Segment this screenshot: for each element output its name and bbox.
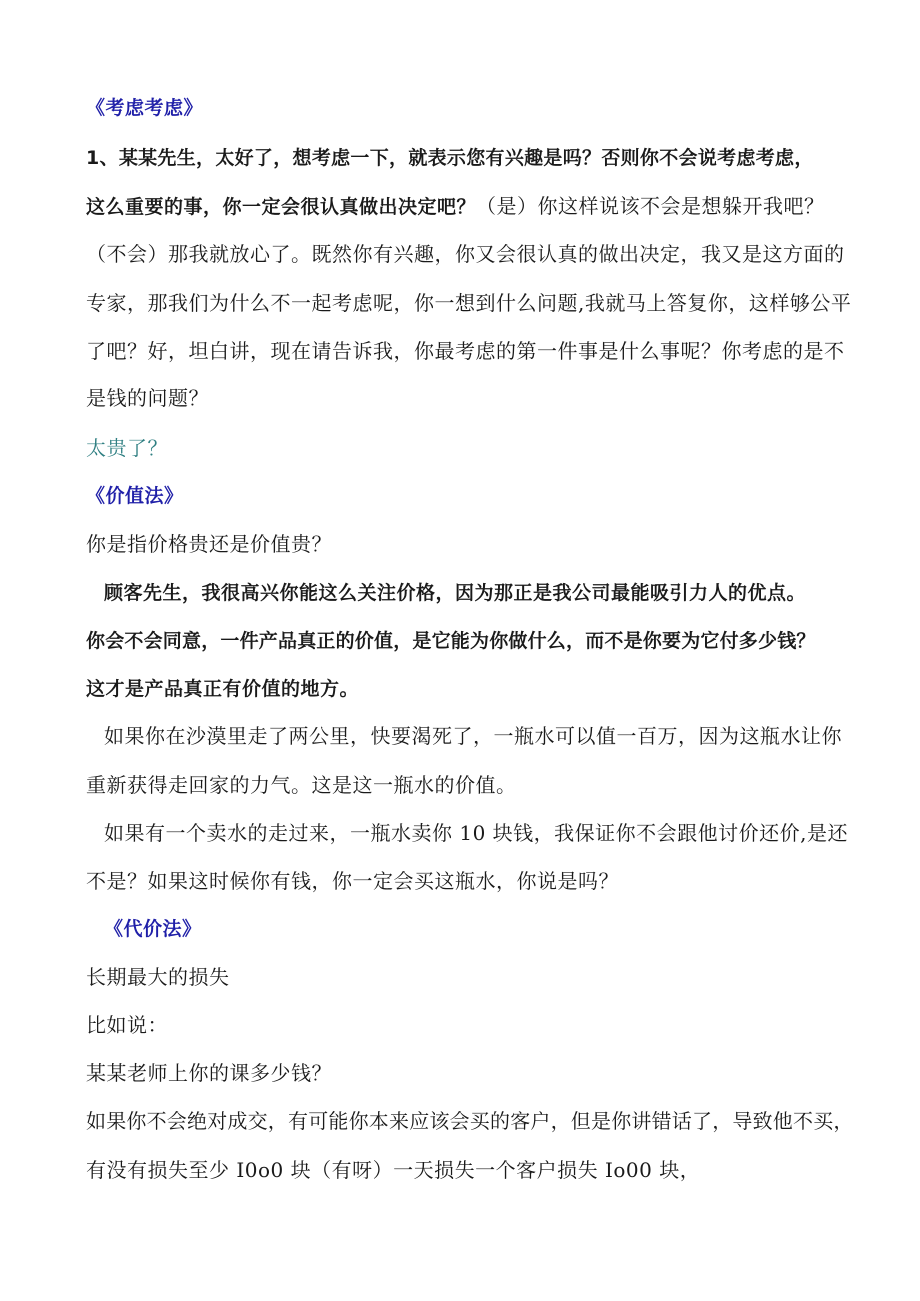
- paragraph-line: 如果你在沙漠里走了两公里，快要渴死了，一瓶水可以值一百万，因为这瓶水让你: [104, 724, 842, 748]
- paragraph-line: 如果你不会绝对成交，有可能你本来应该会买的客户，但是你讲错话了，导致他不买，: [86, 1109, 854, 1133]
- paragraph-line: 是钱的问题？: [86, 386, 209, 410]
- subtitle-taigui: 太贵了？: [86, 436, 168, 460]
- bold-span: 这么重要的事，你一定会很认真做出决定吧？: [86, 196, 477, 218]
- normal-span: （是）你这样说该不会是想躲开我吧？: [476, 194, 825, 218]
- paragraph-line: 了吧？好，坦白讲，现在请告诉我，你最考虑的第一件事是什么事呢？你考虑的是不: [86, 339, 845, 363]
- paragraph-line: （不会）那我就放心了。既然你有兴趣，你又会很认真的做出决定，我又是这方面的: [86, 242, 845, 266]
- paragraph-line: 这才是产品真正有价值的地方。: [86, 678, 360, 700]
- paragraph-line: 1、某某先生，太好了，想考虑一下，就表示您有兴趣是吗？否则你不会说考虑考虑，: [86, 147, 814, 169]
- paragraph-line: 长期最大的损失: [86, 965, 230, 989]
- paragraph-line: 有没有损失至少 I0o0 块（有呀）一天损失一个客户损失 Io00 块，: [86, 1158, 701, 1182]
- paragraph-line: 某某老师上你的课多少钱？: [86, 1061, 332, 1085]
- paragraph-line: 顾客先生，我很高兴你能这么关注价格，因为那正是我公司最能吸引力人的优点。: [104, 582, 807, 604]
- paragraph-line: 专家，那我们为什么不一起考虑呢，你一想到什么问题,我就马上答复你，这样够公平: [86, 291, 852, 315]
- heading-daijia: 《代价法》: [104, 918, 202, 940]
- paragraph-line: 重新获得走回家的力气。这是这一瓶水的价值。: [86, 773, 517, 797]
- paragraph-line: 你是指价格贵还是价值贵？: [86, 532, 332, 556]
- paragraph-line: 如果有一个卖水的走过来，一瓶水卖你 10 块钱，我保证你不会跟他讨价还价,是还: [104, 821, 849, 845]
- paragraph-line: 不是？如果这时候你有钱，你一定会买这瓶水，你说是吗？: [86, 869, 619, 893]
- heading-kaolv: 《考虑考虑》: [86, 97, 204, 119]
- paragraph-line: [86, 192, 825, 221]
- paragraph-line: 你会不会同意，一件产品真正的价值，是它能为你做什么，而不是你要为它付多少钱？: [86, 630, 816, 652]
- heading-jiazhi: 《价值法》: [86, 485, 184, 507]
- paragraph-line: 比如说：: [86, 1013, 168, 1037]
